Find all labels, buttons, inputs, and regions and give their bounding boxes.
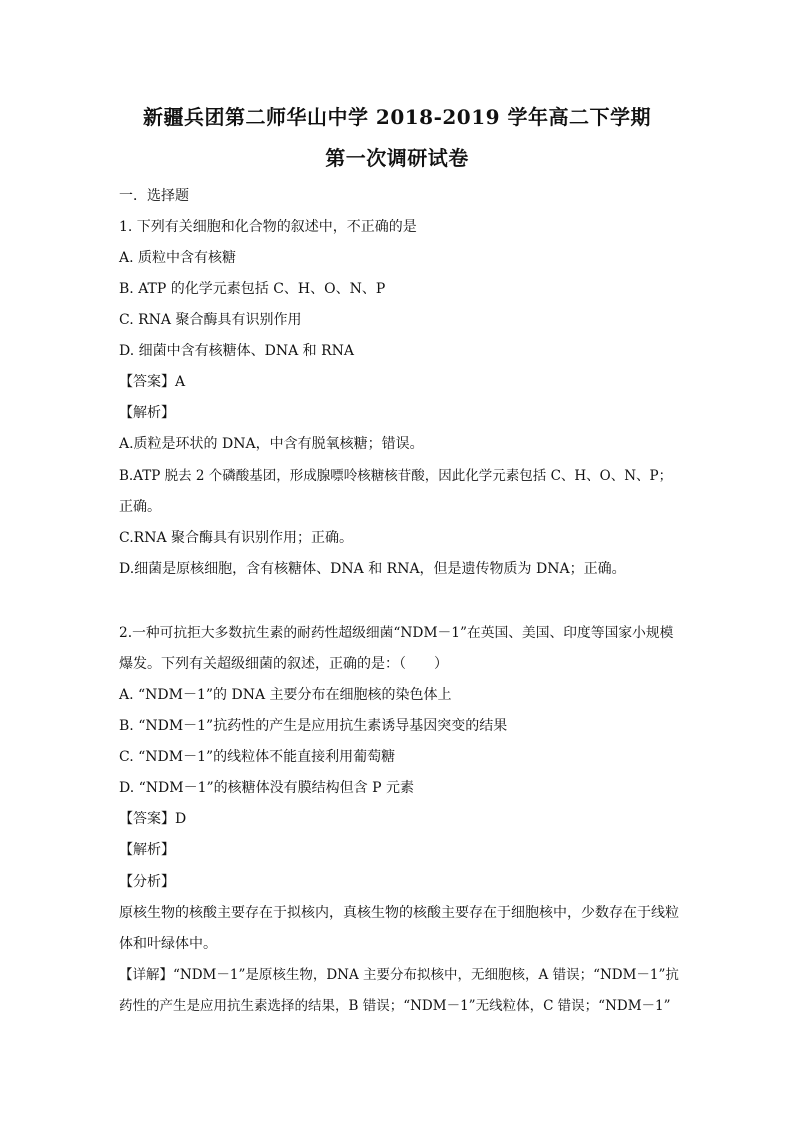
q1-analysis-b-line-2: 正确。 — [119, 499, 161, 515]
q1-option-a: A. 质粒中含有核糖 — [119, 250, 237, 266]
q2-option-b: B. “NDM－1”抗药性的产生是应用抗生素诱导基因突变的结果 — [119, 718, 508, 734]
q2-option-d: D. “NDM－1”的核糖体没有膜结构但含 P 元素 — [119, 780, 414, 796]
document-title-line-1: 新疆兵团第二师华山中学 2018-2019 学年高二下学期 — [142, 105, 652, 129]
section-header: 一．选择题 — [119, 188, 189, 204]
q1-answer: 【答案】A — [119, 374, 186, 390]
document-title-line-2: 第一次调研试卷 — [325, 146, 469, 170]
q2-fenxi-line-2: 体和叶绿体中。 — [119, 936, 217, 952]
q1-option-b: B. ATP 的化学元素包括 C、H、O、N、P — [119, 281, 386, 297]
q1-analysis-a: A.质粒是环状的 DNA，中含有脱氧核糖；错误。 — [119, 436, 424, 452]
q1-option-c: C. RNA 聚合酶具有识别作用 — [119, 312, 302, 328]
q2-option-a: A. “NDM－1”的 DNA 主要分布在细胞核的染色体上 — [119, 687, 452, 703]
q1-analysis-b-line-1: B.ATP 脱去 2 个磷酸基团，形成腺嘌呤核糖核苷酸，因此化学元素包括 C、H、O、N、P； — [119, 468, 673, 484]
q2-stem-line-2: 爆发。下列有关超级细菌的叙述，正确的是：（ ） — [119, 656, 448, 672]
q2-detail-line-2: 药性的产生是应用抗生素选择的结果，B 错误；“NDM－1”无线粒体，C 错误；“NDM－1” — [119, 998, 671, 1014]
q2-stem-line-1: 2.一种可抗拒大多数抗生素的耐药性超级细菌“NDM－1”在英国、美国、印度等国家小规模 — [119, 625, 674, 641]
q2-fenxi-line-1: 原核生物的核酸主要存在于拟核内，真核生物的核酸主要存在于细胞核中，少数存在于线粒 — [119, 905, 679, 921]
q2-analysis-label: 【解析】 — [119, 842, 175, 858]
q1-analysis-label: 【解析】 — [119, 405, 175, 421]
q1-analysis-c: C.RNA 聚合酶具有识别作用；正确。 — [119, 530, 354, 546]
q1-stem: 1. 下列有关细胞和化合物的叙述中，不正确的是 — [119, 219, 417, 235]
q2-fenxi-label: 【分析】 — [119, 874, 175, 890]
q1-option-d: D. 细菌中含有核糖体、DNA 和 RNA — [119, 343, 355, 359]
q2-detail-line-1: 【详解】“NDM－1”是原核生物，DNA 主要分布拟核中，无细胞核，A 错误；“NDM－1”抗 — [119, 967, 679, 983]
q1-analysis-d: D.细菌是原核细胞，含有核糖体、DNA 和 RNA，但是遗传物质为 DNA；正确。 — [119, 561, 626, 577]
q2-answer: 【答案】D — [119, 811, 187, 827]
q2-option-c: C. “NDM－1”的线粒体不能直接利用葡萄糖 — [119, 749, 396, 765]
